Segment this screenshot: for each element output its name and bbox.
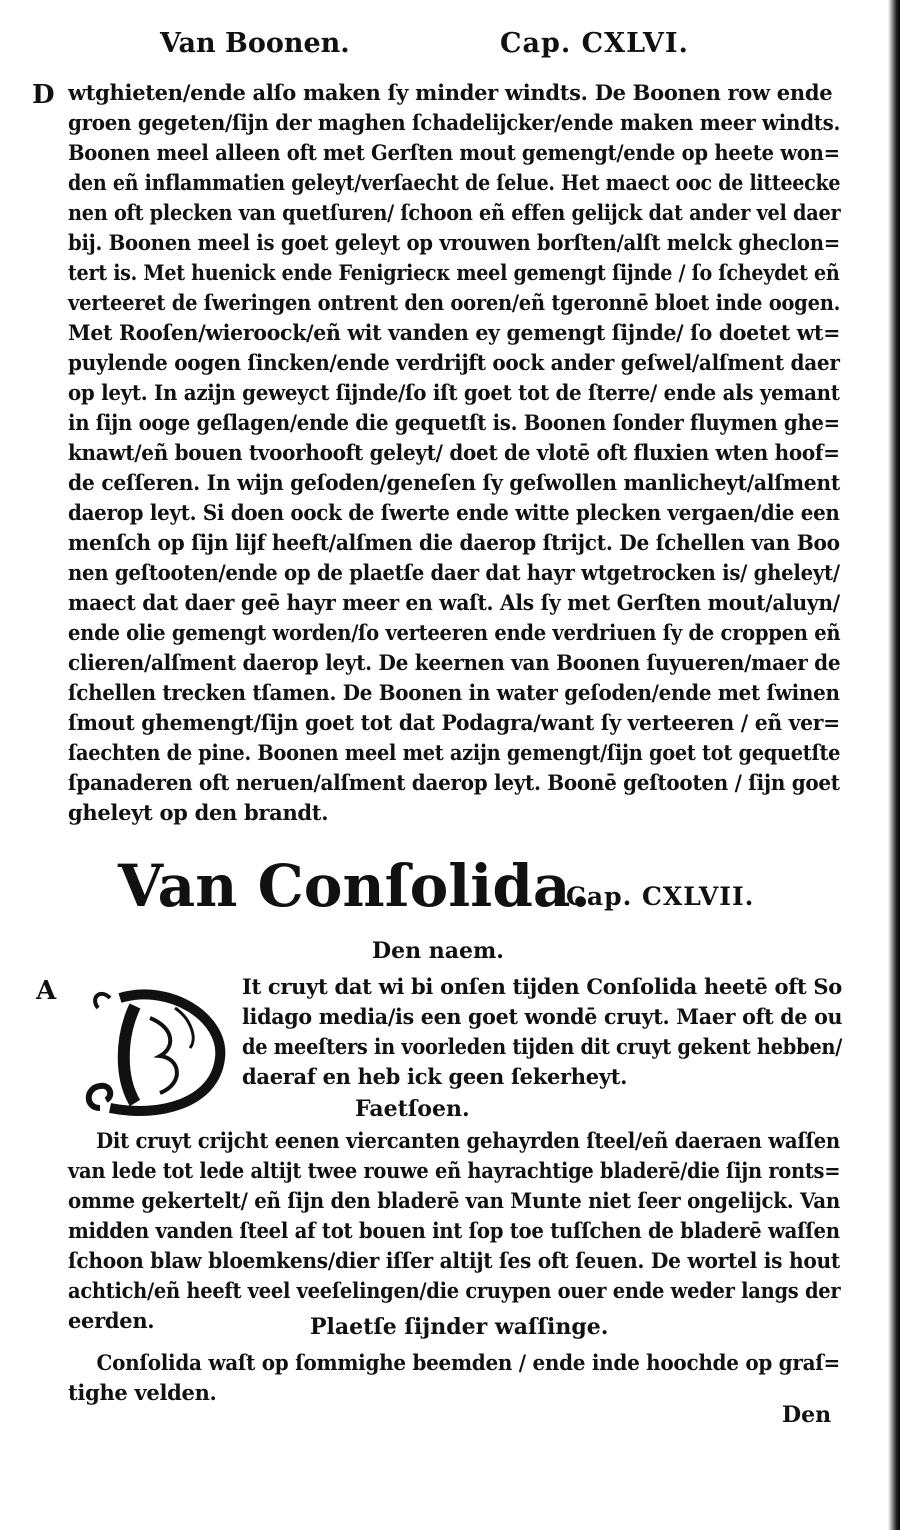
margin-marker-a: A [36,976,57,1006]
section-title: Van Conſolida. [118,852,591,920]
paragraph-place [68,1348,840,1408]
text-line: wtghieten/ende alſo maken ſy minder windts. De Boonen row ende [68,80,833,105]
text-line: ende olie gemengt worden/ſo verteeren ende verdriuen ſy de croppen eñ [68,620,841,645]
text-line: nen geſtooten/ende op de plaetſe daer dat hayr wtgetrocken is/ gheleyt/ [68,560,840,585]
text-line: puylende oogen ſincken/ende verdrijft oock ander geſwel/alſment daer [68,350,840,375]
subhead-form: Faetſoen. [355,1096,470,1122]
text-line: clieren/alſment daerop leyt. De keernen van Boonen ſuyueren/maer de [68,650,841,675]
text-line: knawt/eñ bouen tvoorhooft geleyt/ doet de vlotē oft fluxien wten hoof= [68,440,840,465]
text-line: ſchoon blaw bloemkens/dier iſſer altijt ſes oft ſeuen. De wortel is hout [68,1248,840,1273]
text-line: in ſijn ooge geſlagen/ende die gequetſt is. Boonen ſonder fluymen ghe= [68,410,840,435]
text-line: van lede tot lede altijt twee rouwe eñ hayrachtige bladerē/die ſijn ronts= [68,1158,841,1183]
text-line: groen gegeten/ſijn der maghen ſchadelijcker/ende maken meer windts. [68,110,841,135]
running-title: Van Boonen. [160,28,350,59]
text-line: achtich/eñ heeft veel veeſelingen/die cruypen ouer ende weder langs der [68,1278,841,1303]
text-line: daeraf en heb ick geen ſekerheyt. [242,1064,628,1089]
text-line: eerden. [68,1308,155,1333]
decorated-initial [80,978,230,1128]
text-line: nen oft plecken van quetſuren/ ſchoon eñ effen gelijck dat ander vel daer [68,200,841,225]
subhead-place: Plaetſe ſijnder waſſinge. [310,1314,609,1340]
page-edge-shadow [888,0,900,1530]
text-line: tert is. Met huenick ende Fenigriecк meel gemengt ſijnde / ſo ſcheydet eñ [68,260,840,285]
text-line: de meeſters in voorleden tijden dit cruyt gekent hebben/ [242,1034,843,1059]
text-line: den eñ inflammatien geleyt/verſaecht de ſelue. Het maect ooc de litteecke [68,170,841,195]
text-line: op leyt. In azijn geweyct ſijnde/ſo iſt goet tot de ſterre/ ende als yemant [68,380,840,405]
text-line: maect dat daer geē hayr meer en waſt. Als ſy met Gerſten mout/aluyn/ [68,590,840,615]
text-line: daerop leyt. Si doen oock de ſwerte ende witte plecken vergaen/die een [68,500,840,525]
text-line: omme gekertelt/ eñ ſijn den bladerē van Munte niet ſeer ongelijck. Van [68,1188,841,1213]
decorated-initial-d-icon [80,978,230,1128]
chapter-number: Cap. CXLVI. [500,28,689,59]
text-line: ſmout ghemengt/ſijn goet tot dat Podagra/want ſy verteeren / eñ ver= [68,710,840,735]
text-line: Met Rooſen/wieroock/eñ wit vanden ey gemengt ſijnde/ ſo doetet wt= [68,320,841,345]
text-line: It cruyt dat wi bi onſen tijden Conſolida heetē oft So [242,974,842,999]
paragraph-beans [68,78,840,828]
paragraph-form [68,1126,840,1336]
page-header [0,28,900,68]
subhead-name: Den naem. [372,938,504,964]
text-line: bij. Boonen meel is goet geleyt op vrouwen borſten/alſt melck gheclon= [68,230,840,255]
text-line: ſaechten de pine. Boonen meel met azijn gemengt/ſijn goet tot gequetſte [68,740,841,765]
text-line: lidago media/is een goet wondē cruyt. Maer oft de ou [242,1004,843,1029]
text-line: verteeret de ſweringen ontrent den ooren/eñ tgeronnē bloet inde oogen. [68,290,841,315]
text-line: menſch op ſijn lijf heeft/alſmen die daerop ſtrijct. De ſchellen van Boo [68,530,840,555]
text-line: de ceſſeren. In wijn geſoden/geneſen ſy geſwollen manlicheyt/alſment [68,470,841,495]
text-line: midden vanden ſteel af tot bouen int ſop toe tuſſchen de bladerē waſſen [68,1218,840,1243]
text-line: ſpanaderen oft neruen/alſment daerop leyt. Boonē geſtooten / ſijn goet [68,770,840,795]
paragraph-name [242,972,842,1092]
section-chapter: Cap. CXLVII. [566,882,755,911]
catchword: Den [782,1402,832,1428]
text-line: gheleyt op den brandt. [68,800,329,825]
text-line: Conſolida waſt op ſommighe beemden / ende inde hoochde op graſ= [96,1350,841,1375]
text-line: ſchellen trecken tſamen. De Boonen in water geſoden/ende met ſwinen [68,680,840,705]
margin-marker-d: D [32,80,55,110]
text-line: Dit cruyt crijcht eenen viercanten gehayrden ſteel/eñ daeraen waſſen [96,1128,840,1153]
text-line: Boonen meel alleen oft met Gerſten mout gemengt/ende op heete won= [68,140,840,165]
text-line: tighe velden. [68,1380,217,1405]
